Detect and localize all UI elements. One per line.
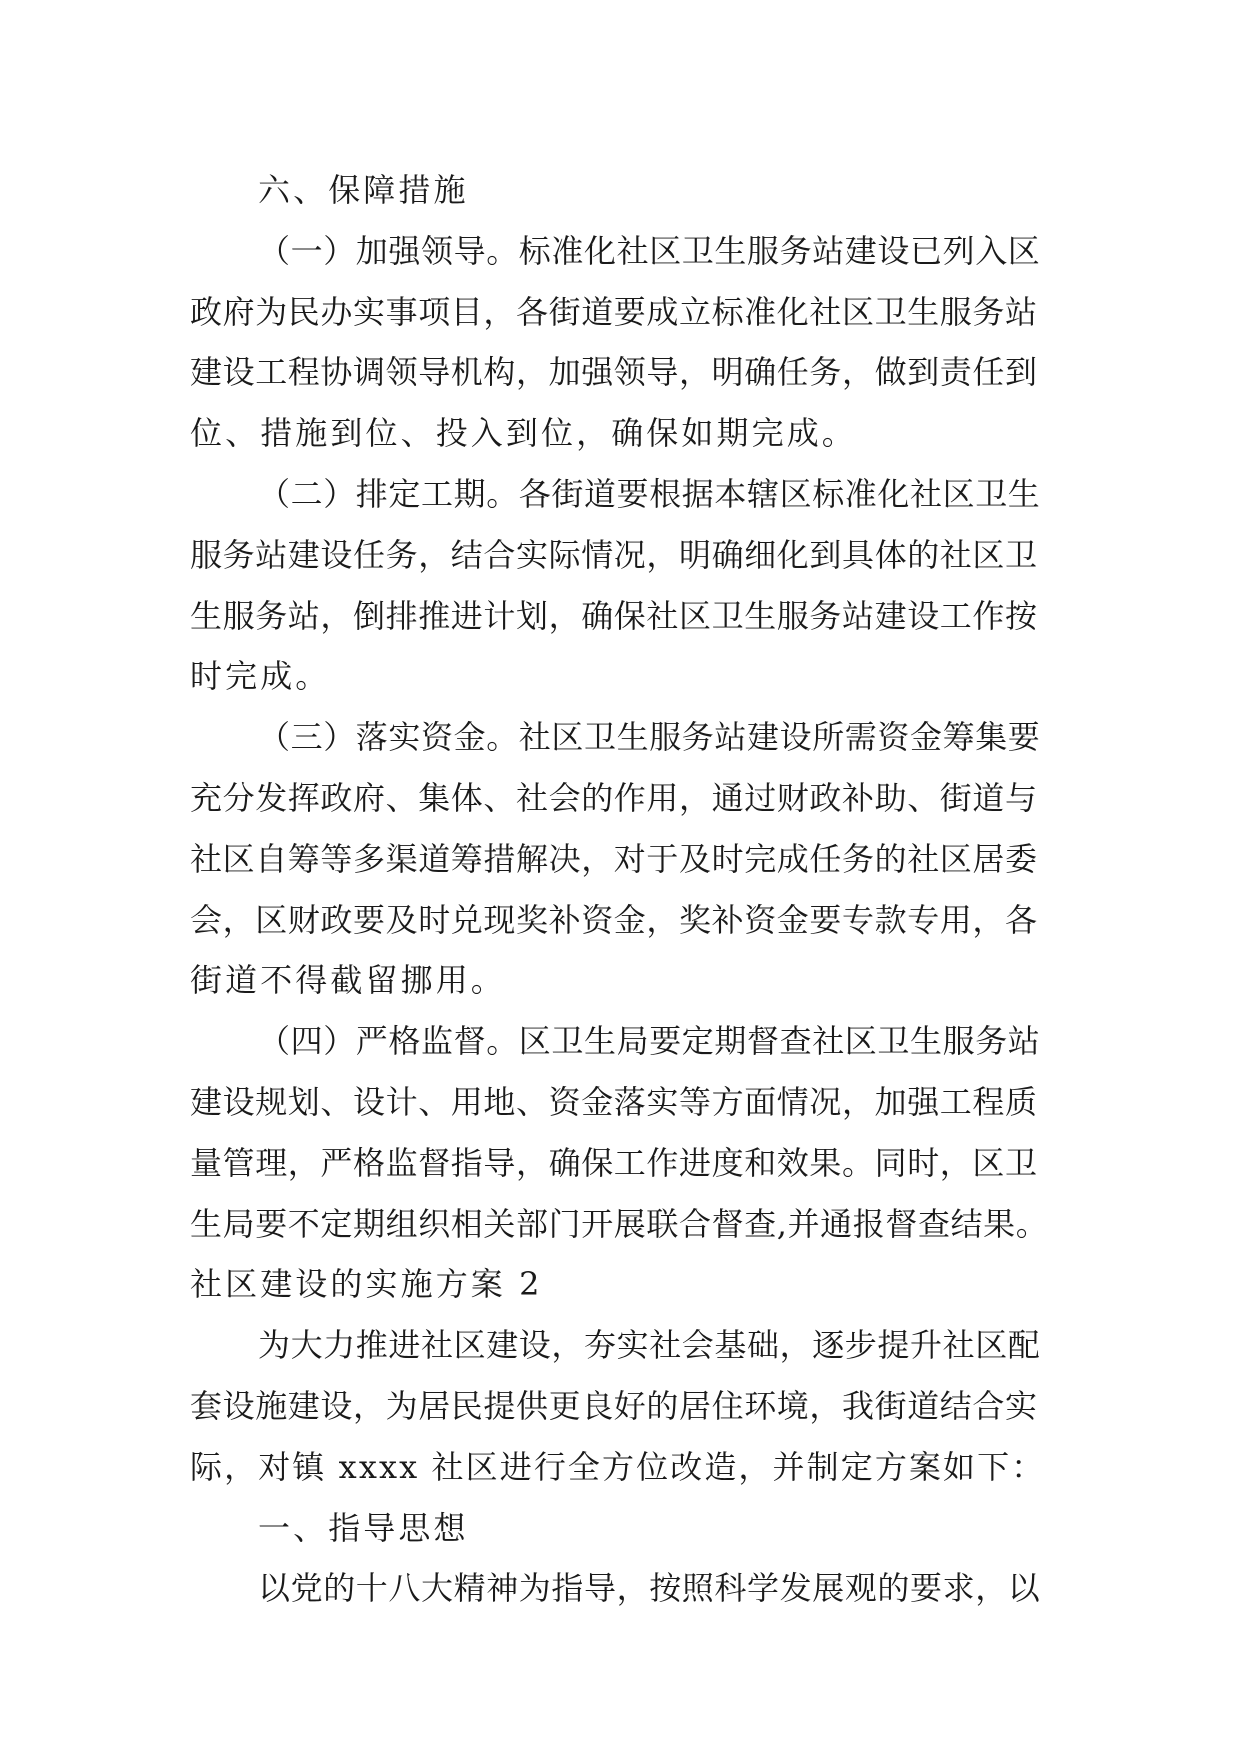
paragraph-line: 际，对镇 xxxx 社区进行全方位改造，并制定方案如下： — [190, 1447, 1046, 1486]
paragraph-line: 量管理，严格监督指导，确保工作进度和效果。同时，区卫 — [190, 1143, 1038, 1182]
paragraph-line: 充分发挥政府、集体、社会的作用，通过财政补助、街道与 — [190, 778, 1038, 817]
paragraph-first-line: （四）严格监督。区卫生局要定期督查社区卫生服务站 — [258, 1022, 1041, 1061]
paragraph-first-line: 以党的十八大精神为指导，按照科学发展观的要求，以 — [258, 1569, 1041, 1608]
paragraph-first-line: （三）落实资金。社区卫生服务站建设所需资金筹集要 — [258, 718, 1041, 757]
paragraph-line: 政府为民办实事项目，各街道要成立标准化社区卫生服务站 — [190, 292, 1038, 331]
paragraph-line: 建设工程协调领导机构，加强领导，明确任务，做到责任到 — [190, 353, 1038, 392]
paragraph-line: 社区自筹等多渠道筹措解决，对于及时完成任务的社区居委 — [190, 839, 1038, 878]
paragraph-line: 套设施建设，为居民提供更良好的居住环境，我街道结合实 — [190, 1386, 1038, 1425]
paragraph-line: 社区建设的实施方案 2 — [190, 1265, 543, 1304]
paragraph-first-line: 六、保障措施 — [258, 171, 469, 209]
paragraph-first-line: 为大力推进社区建设，夯实社会基础，逐步提升社区配 — [258, 1326, 1041, 1365]
paragraph-line: 街道不得截留挪用。 — [190, 961, 506, 1000]
paragraph-first-line: （一）加强领导。标准化社区卫生服务站建设已列入区 — [258, 231, 1041, 270]
paragraph-line: 时完成。 — [190, 657, 331, 696]
paragraph-line: 生局要不定期组织相关部门开展联合督查,并通报督查结果。 — [190, 1204, 1049, 1243]
paragraph-line: 会，区财政要及时兑现奖补资金，奖补资金要专款专用，各 — [190, 900, 1038, 939]
paragraph-line: 服务站建设任务，结合实际情况，明确细化到具体的社区卫 — [190, 535, 1038, 574]
paragraph-line: 建设规划、设计、用地、资金落实等方面情况，加强工程质 — [190, 1082, 1038, 1121]
paragraph-line: 生服务站，倒排推进计划，确保社区卫生服务站建设工作按 — [190, 596, 1038, 635]
document-body — [190, 160, 1050, 1619]
paragraph-first-line: （二）排定工期。各街道要根据本辖区标准化社区卫生 — [258, 474, 1041, 513]
paragraph-line: 位、措施到位、投入到位，确保如期完成。 — [190, 414, 857, 453]
paragraph-first-line: 一、指导思想 — [258, 1508, 469, 1547]
